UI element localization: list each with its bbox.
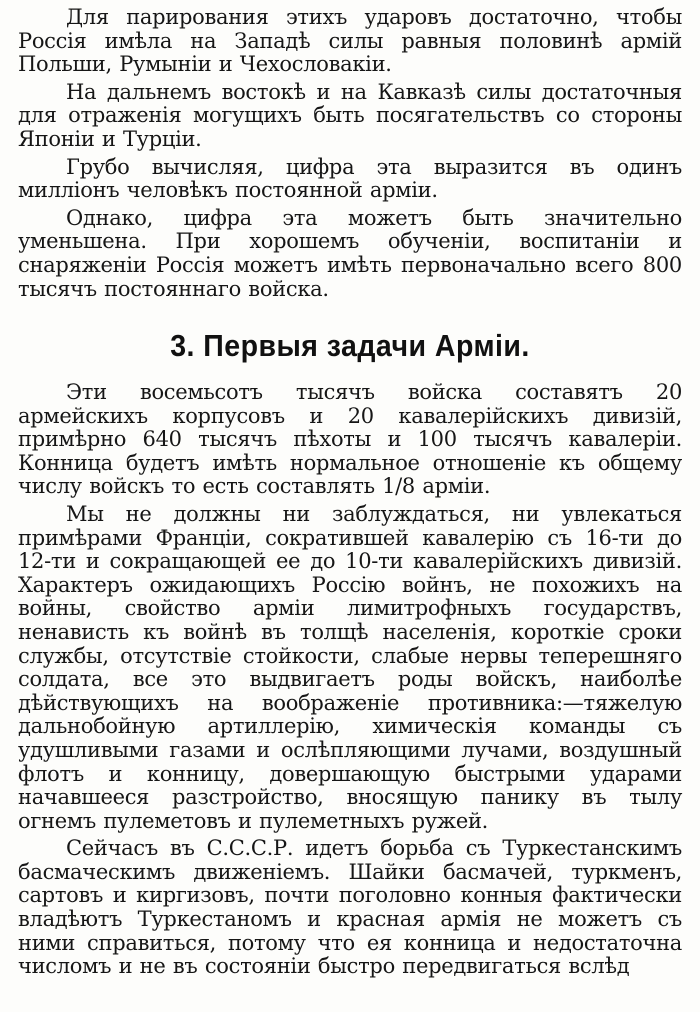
paragraph: Эти восемьсотъ тысячъ войска составятъ 20 армейскихъ корпусовъ и 20 кавалерійскихъ дивизій, примѣрно 640 тысячъ пѣхоты и 100 тысячъ кавалеріи. Конница будетъ имѣть нормальное отношеніе къ общему числу войскъ то есть составлять 1/8 арміи.: [18, 380, 682, 499]
top-text-block: [18, 6, 682, 305]
paragraph: Мы не должны ни заблуждаться, ни увлекаться примѣрами Франціи, сократившей кавалерію съ 16-ти до 12-ти и сокращающей ее до 10-ти кавалерійскихъ дивизій. Характеръ ожидающихъ Россію войнъ, не похожихъ на войны, свойство арміи лимитрофныхъ государствъ, ненависть къ войнѣ въ толщѣ населенія, короткіе сроки службы, отсутствіе стойкости, слабые нервы теперешняго солдата, все это выдвигаетъ роды войскъ, наиболѣе дѣйствующихъ на воображеніе противника:—тяжелую дальнобойную артиллерію, химическія команды съ удушливыми газами и ослѣпляющими лучами, воздушный флотъ и конницу, довершающую быстрыми ударами начавшееся разстройство, вносящую панику въ тылу огнемъ пулеметовъ и пулеметныхъ ружей.: [18, 501, 682, 833]
paragraph: Сейчасъ въ С.С.С.Р. идетъ борьба съ Туркестанскимъ басмаческимъ движеніемъ. Шайки басмачей, туркменъ, сартовъ и киргизовъ, почти поголовно конныя фактически владѣютъ Туркестаномъ и красная армія не можетъ съ ними справиться, потому что ея конница и недостаточна числомъ и не въ состояніи быстро передвигаться вслѣд: [18, 836, 682, 979]
section-heading: 3. Первыя задачи Арміи.: [170, 328, 530, 363]
bottom-text-block: [18, 381, 682, 983]
paragraph: Однако, цифра эта можетъ быть значительно уменьшена. При хорошемъ обученіи, воспитаніи и снаряженіи Россія можетъ имѣть первоначально всего 800 тысячъ постояннаго войска.: [18, 205, 682, 301]
paragraph: Грубо вычисляя, цифра эта выразится въ одинъ милліонъ человѣкъ постоянной арміи.: [18, 154, 682, 203]
paragraph: На дальнемъ востокѣ и на Кавказѣ силы достаточныя для отраженія могущихъ быть посягательствъ со стороны Японіи и Турціи.: [18, 79, 682, 151]
paragraph: Для парирования этихъ ударовъ достаточно, чтобы Россія имѣла на Западѣ силы равныя половинѣ армій Польши, Румыніи и Чехословакіи.: [18, 5, 682, 77]
